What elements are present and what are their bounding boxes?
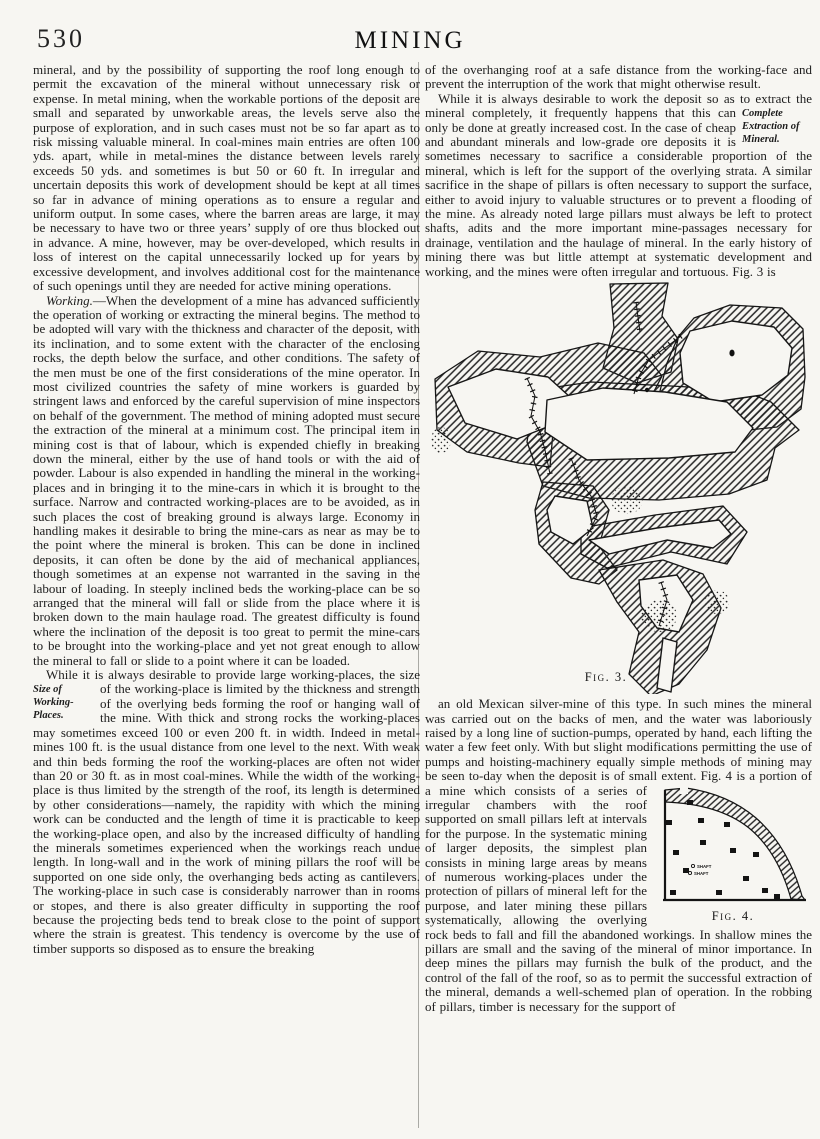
figure-3-caption: Fig. 3. [584, 670, 628, 685]
fig3-mine-map-illustration [431, 282, 806, 694]
paragraph-mexican-mine [425, 697, 812, 1014]
fig4-mine-plan-illustration [654, 786, 812, 908]
page-number: 530 [37, 24, 85, 53]
paragraph-working-places [33, 668, 420, 956]
sidenote-size-of-working-places: Size of Working-Places. [33, 684, 74, 722]
fig4-shaft-label: SHAFT [694, 870, 709, 876]
paragraph-complete-extraction [425, 92, 812, 279]
right-column [425, 63, 812, 1014]
paragraph-text: a mine which consists of a series of irregular chambers with the roof supported on small pillars left at intervals for the purpose. In the systematic mining of larger deposits, the simplest plan consists in mining large areas by means of numerous working-places under the protection of pillars of mineral left for the purpose, and later mining these pillars systematically, allowing the overlying rock beds to fall and fill the abandoned workings. In shallow mines the pillars are small and the saving of the mineral of minor importance. In deep mines the pillars may furnish the bulk of the product, and the control of the fall of the roof, so as to permit the successful extraction of the mineral, demands a well-schemed plan of operation. In the robbing of pillars, timber is necessary for the support of [425, 782, 812, 1014]
page-title: MINING [354, 27, 466, 54]
paragraph-working [33, 294, 420, 669]
figure-3 [431, 282, 806, 696]
paragraph-overhanging-roof [425, 63, 812, 92]
paragraph-text: of the overhanging roof at a safe distance from the working-face and prevent the interruption of the work that might otherwise result. [425, 62, 812, 92]
paragraph-text: —When the development of a mine has advanced sufficiently the operation of working or extracting the mineral begins. The method to be adopted will vary with the thickness and character of the deposit, with its inclination, and to some extent with the character of the enclosing rocks, the depth below the surface, and other conditions. The safety of the men must be one of the first considerations of the mine operator. In most civilized countries the safety of mine workers is guarded by stringent laws and enforced by the careful supervision of mine inspectors on behalf of the government. The method of mining adopted must secure the extraction of the mineral at a minimum cost. The principal item in mining cost is that of labour, which is expended chiefly in breaking down the mineral, either by the use of hand tools or with the aid of powder. Labour is also expended in handling the mineral in the working-places and in bringing it to the mine-cars in which it is brought to the surface. Narrow and contracted working-places are to be avoided, as in such places the cost of breaking ground is always large. Economy in handling makes it desirable to bring the mine-cars as near as may be to the point where the mineral is broken. This can be done in inclined deposits, it can often be done by the aid of mechanical appliances, though sometimes at an expense not warranted in the saving in the labour of loading. In steeply inclined beds the working-place can be so arranged that the mineral will fall or slide from the place where it is broken down to the main haulage road. The greatest difficulty is found where the inclination of the deposit is too great to permit the mine-cars to be brought into the working-place and yet not great enough to allow the mineral to fall or slide to a point where it can be loaded. [33, 292, 420, 668]
fig4-shaft-label: SHAFT [697, 863, 712, 869]
paragraph-text: this can only be done at greatly increased cost. In the case of cheap and abundant minerals and low-grade ore deposits it is sometimes necessary to sacrifice a considerable proportion of the mineral, which is left for the support of the overlying strata. A similar sacrifice in the shape of pillars is often necessary to support the surface, either to avoid injury to valuable structures or to prevent a flooding of the mine. As already noted large pillars must always be left to protect shafts, adits and the more important mine-passages necessary for drainage, ventilation and the haulage of mineral. In the early history of mining there was but little attempt at systematic development and working, and the mines were often irregular and tortuous. Fig. 3 is [425, 105, 812, 279]
paragraph-lead-italic: Working. [46, 292, 93, 308]
paragraph-text: strength of the overlying beds forming the roof or hanging wall of the mine. With thick and strong rocks the working-places may sometimes exceed 100 or even 200 ft. in width. Indeed in metal-mines 100 ft. is the usual distance from one level to the next. With weak and thin beds forming the roof the working-places are often not wider than 20 or 30 ft. as in most coal-mines. While the width of the working-place is thus limited by the strength of the roof, its length is determined by other considerations—namely, the rapidity with which the mining work can be conducted and the length of time it is practicable to keep the working-place open, and also by the increased difficulty of handling the minerals sometimes experienced when the workings reach undue length. In long-wall and in the work of mining pillars the roof will be supported on one side only, the overhanging beds acting as cantilevers. The working-place in such case is considerably narrower than in rooms or stopes, and there is also greater difficulty in supporting the roof because the projecting beds tend to break close to the point of support where the strain is greatest. This tendency is overcome by the use of timber supports so disposed as to ensure the breaking [33, 681, 420, 956]
figure-4 [654, 786, 812, 923]
paragraph-development [33, 63, 420, 294]
paragraph-text: an old Mexican silver-mine of this type. In such mines the mineral was carried out on the backs of men, and the water was laboriously raised by a long line of suction-pumps, operated by hand, each lifting the water a few feet only. With but slight modifications permitting the use of pumps and hoisting-machinery equally simple methods of mining may be seen to-day when the deposit is of small extent. Fig. 4 is a portion of [425, 696, 812, 784]
paragraph-text: While it is always desirable to provide large working-places, the size of the working-place is limited by the thickness and [46, 667, 420, 697]
paragraph-text: mineral, and by the possibility of supporting the roof long enough to permit the excavation of the mineral without unnecessary risk or expense. In metal mining, when the workable portions of the deposit are small and separated by unworkable areas, the levels serve also the purpose of exploration, and in such cases must not be so far apart as to risk missing valuable mineral. In coal-mines main entries are often 100 yds. apart, while in metal-mines the distance between levels rarely exceeds 50 yds. and sometimes is but 50 or 60 ft. In irregular and uncertain deposits this work of development should be kept at all times so far in advance of mining operations as to ensure a regular and uniform output. In some cases, where the barren areas are large, it may be necessary to have two or three years’ supply of ore thus blocked out in advance. A mine, however, may be over-developed, which results in loss of interest on the capital unnecessarily locked up for years by excessive development, and involves additional cost for the maintenance of such openings until they are needed for active mining operations. [33, 62, 420, 294]
sidenote-complete-extraction: Complete Extraction of Mineral. [742, 108, 800, 146]
paragraph-text: While it is always desirable to work the deposit so as to extract the mineral completely, it frequently happens that [425, 90, 812, 121]
figure-4-caption: Fig. 4. [711, 908, 755, 923]
left-column [33, 63, 420, 956]
